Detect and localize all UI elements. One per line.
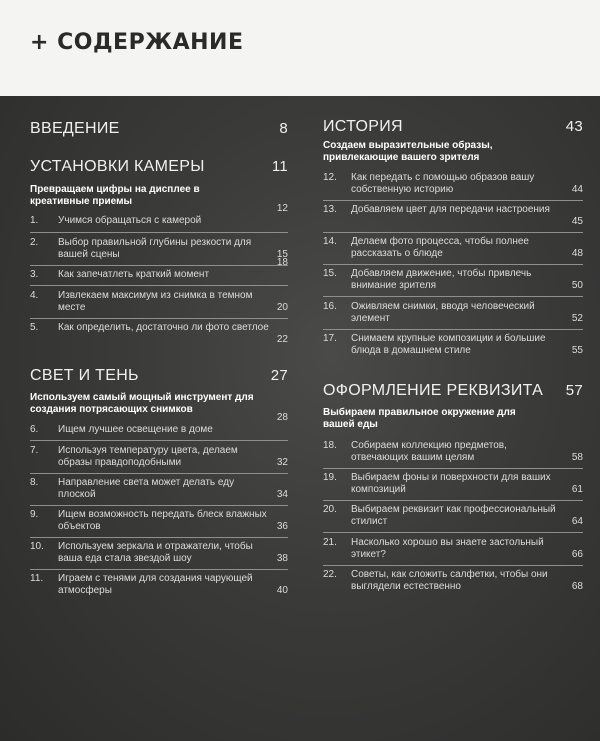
toc-item-10[interactable] xyxy=(30,541,288,565)
item-number: 3. xyxy=(30,269,39,280)
section-intro[interactable] xyxy=(30,120,288,138)
item-page: 44 xyxy=(571,184,583,195)
section-story[interactable] xyxy=(323,118,583,136)
divider xyxy=(30,569,288,570)
section-page: 8 xyxy=(279,120,288,137)
toc-item-4[interactable] xyxy=(30,290,288,314)
section-light[interactable] xyxy=(30,367,288,385)
toc-item-14[interactable] xyxy=(323,236,583,260)
page-title: + СОДЕРЖАНИЕ xyxy=(30,30,244,55)
item-text: Извлекаем максимум из снимка в темном месте xyxy=(58,290,253,313)
item-number: 10. xyxy=(30,541,44,552)
section-title: ОФОРМЛЕНИЕ РЕКВИЗИТА xyxy=(323,382,544,399)
item-text: Советы, как сложить салфетки, чтобы они выглядели естественно xyxy=(351,569,548,592)
item-text: Добавляем цвет для передачи настроения xyxy=(351,204,550,215)
item-text: Оживляем снимки, вводя человеческий элемент xyxy=(351,301,535,324)
toc-item-5[interactable] xyxy=(30,322,288,346)
item-page: 22 xyxy=(276,334,288,345)
divider xyxy=(323,264,583,265)
item-text: Делаем фото процесса, чтобы полнее рассказать о блюде xyxy=(351,236,529,259)
toc-item-22[interactable] xyxy=(323,569,583,593)
item-text: Как запечатлеть краткий момент xyxy=(58,269,210,280)
item-text: Направление света может делать еду плоской xyxy=(58,477,235,500)
item-page: 38 xyxy=(276,553,288,564)
item-text: Используем зеркала и отражатели, чтобы ваша еда стала звездой шоу xyxy=(58,541,253,564)
section-title: СВЕТ И ТЕНЬ xyxy=(30,367,139,384)
item-page: 12 xyxy=(276,203,288,214)
item-number: 20. xyxy=(323,504,337,515)
section-title: ИСТОРИЯ xyxy=(323,118,403,135)
section-subtitle: Используем самый мощный инструмент для создания потрясающих снимков xyxy=(30,392,254,415)
item-number: 11. xyxy=(30,573,44,584)
divider xyxy=(30,232,288,233)
item-page: 68 xyxy=(571,581,583,592)
item-page: 50 xyxy=(571,280,583,291)
item-number: 2. xyxy=(30,237,39,248)
item-page: 52 xyxy=(571,313,583,324)
toc-item-19[interactable] xyxy=(323,472,583,496)
item-text: Ищем возможность передать блеск влажных объектов xyxy=(58,509,267,532)
divider xyxy=(323,500,583,501)
toc-item-17[interactable] xyxy=(323,333,583,357)
section-page: 43 xyxy=(565,118,583,135)
item-text: Выбираем реквизит как профессиональный стилист xyxy=(351,504,556,527)
item-page: 20 xyxy=(276,302,288,313)
item-text: Снимаем крупные композиции и большие блюда в домашнем стиле xyxy=(351,333,546,356)
item-text: Выбираем фоны и поверхности для ваших композиций xyxy=(351,472,551,495)
item-number: 8. xyxy=(30,477,39,488)
item-number: 7. xyxy=(30,445,39,456)
item-page: 55 xyxy=(571,345,583,356)
divider xyxy=(323,468,583,469)
toc-item-11[interactable] xyxy=(30,573,288,597)
toc-item-8[interactable] xyxy=(30,477,288,501)
section-title: ВВЕДЕНИЕ xyxy=(30,120,120,137)
section-subtitle: Создаем выразительные образы, привлекающие вашего зрителя xyxy=(323,140,493,163)
toc-item-20[interactable] xyxy=(323,504,583,528)
divider xyxy=(323,296,583,297)
divider xyxy=(30,505,288,506)
section-subtitle: Выбираем правильное окружение для вашей еды xyxy=(323,407,516,430)
item-number: 9. xyxy=(30,509,39,520)
item-number: 6. xyxy=(30,424,39,435)
item-page: 36 xyxy=(276,521,288,532)
toc-item-7[interactable] xyxy=(30,445,288,469)
item-number: 4. xyxy=(30,290,39,301)
divider xyxy=(30,473,288,474)
toc-item-21[interactable] xyxy=(323,537,583,561)
divider xyxy=(30,285,288,286)
section-camera[interactable] xyxy=(30,158,288,176)
item-number: 16. xyxy=(323,301,337,312)
item-page: 61 xyxy=(571,484,583,495)
toc-item-12[interactable] xyxy=(323,172,583,196)
item-page: 48 xyxy=(571,248,583,259)
item-page: 40 xyxy=(276,585,288,596)
item-page: 45 xyxy=(571,216,583,227)
item-text: Как передать с помощью образов вашу собственную историю xyxy=(351,172,535,195)
divider xyxy=(323,200,583,201)
divider xyxy=(30,318,288,319)
item-number: 22. xyxy=(323,569,337,580)
item-page: 58 xyxy=(571,452,583,463)
section-page: 57 xyxy=(565,382,583,399)
item-number: 5. xyxy=(30,322,39,333)
item-number: 15. xyxy=(323,268,337,279)
item-number: 12. xyxy=(323,172,337,183)
item-text: Как определить, достаточно ли фото светлое xyxy=(58,322,269,333)
toc-item-13[interactable] xyxy=(323,204,583,228)
item-number: 19. xyxy=(323,472,337,483)
toc-item-2[interactable] xyxy=(30,237,288,261)
item-text: Играем с тенями для создания чарующей атмосферы xyxy=(58,573,253,596)
item-page: 28 xyxy=(276,412,288,423)
section-page: 27 xyxy=(270,367,288,384)
item-text: Выбор правильной глубины резкости для вашей сцены xyxy=(58,237,252,260)
item-text: Ищем лучшее освещение в доме xyxy=(58,424,213,435)
item-page: 18 xyxy=(276,257,288,268)
toc-item-16[interactable] xyxy=(323,301,583,325)
toc-item-15[interactable] xyxy=(323,268,583,292)
section-title: УСТАНОВКИ КАМЕРЫ xyxy=(30,158,205,175)
item-text: Собираем коллекцию предметов, отвечающих вашим целям xyxy=(351,440,507,463)
divider xyxy=(30,537,288,538)
item-text: Учимся обращаться с камерой xyxy=(58,215,202,226)
item-page: 64 xyxy=(571,516,583,527)
item-page: 15 xyxy=(276,249,288,260)
item-number: 21. xyxy=(323,537,337,548)
item-text: Насколько хорошо вы знаете застольный этикет? xyxy=(351,537,544,560)
divider xyxy=(30,440,288,441)
item-text: Добавляем движение, чтобы привлечь внимание зрителя xyxy=(351,268,532,291)
divider xyxy=(323,565,583,566)
item-page: 66 xyxy=(571,549,583,560)
divider xyxy=(323,329,583,330)
item-number: 14. xyxy=(323,236,337,247)
section-props[interactable] xyxy=(323,382,583,400)
divider xyxy=(323,532,583,533)
item-number: 13. xyxy=(323,204,337,215)
toc-board xyxy=(0,96,600,741)
item-number: 17. xyxy=(323,333,337,344)
item-number: 18. xyxy=(323,440,337,451)
divider xyxy=(30,265,288,266)
item-page: 32 xyxy=(276,457,288,468)
section-page: 11 xyxy=(271,158,288,175)
item-number: 1. xyxy=(30,215,39,226)
section-subtitle: Превращаем цифры на дисплее в креативные приемы xyxy=(30,184,200,207)
toc-item-18[interactable] xyxy=(323,440,583,464)
item-text: Используя температуру цвета, делаем образы правдоподобными xyxy=(58,445,238,468)
divider xyxy=(323,232,583,233)
item-page: 34 xyxy=(276,489,288,500)
toc-item-9[interactable] xyxy=(30,509,288,533)
